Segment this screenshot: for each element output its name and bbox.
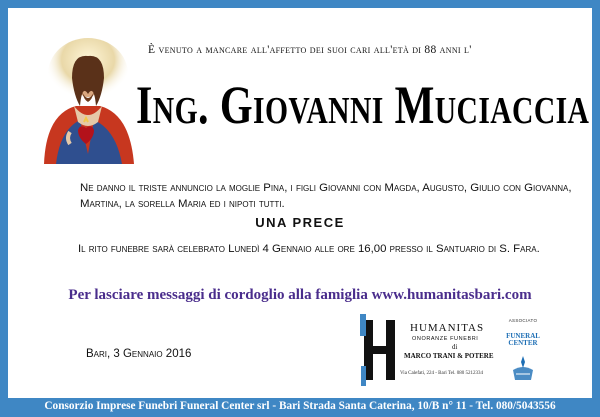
prayer-heading: UNA PRECE: [255, 215, 345, 230]
footer-text: Consorzio Imprese Funebri Funeral Center srl - Bari Strada Santa Caterina, 10/B n° 11 - Tel. 080/5043556: [44, 400, 556, 412]
funeral-home-tagline: ONORANZE FUNEBRI: [412, 336, 479, 342]
place-date: Bari, 3 Gennaio 2016: [86, 348, 192, 360]
condolence-message-link[interactable]: Per lasciare messaggi di cordoglio alla famiglia www.humanitasbari.com: [68, 287, 532, 303]
deceased-name: Ing. Giovanni Muciaccia: [136, 75, 590, 135]
funeral-home-owner: MARCO TRANI & POTERE: [404, 352, 494, 360]
association-title: [502, 333, 544, 347]
obituary-notice: [8, 8, 592, 398]
funeral-home-di: di: [452, 343, 458, 351]
intro-text: È venuto a mancare all'affetto dei suoi cari all'età di 88 anni l': [148, 44, 472, 56]
association-title-line1: FUNERAL: [506, 332, 540, 340]
service-text: Il rito funebre sarà celebrato Lunedì 4 Gennaio alle ore 16,00 presso il Santuario di S. Fara.: [78, 243, 540, 255]
funeral-home-address: Via Calefati, 224 - Bari Tel. 080 5212334: [400, 371, 483, 376]
association-title-line2: CENTER: [508, 339, 538, 347]
funeral-center-badge: [502, 318, 544, 384]
announcement-text: Ne danno il triste annuncio la moglie Pina, i figli Giovanni con Magda, Augusto, Giulio con Giovanna, Martina, la sorella Maria ed i nipoti tutti.: [80, 182, 572, 210]
association-label: ASSOCIATO: [508, 318, 538, 323]
humanitas-h-icon: [360, 314, 400, 386]
funeral-home-name: HUMANITAS: [410, 322, 485, 334]
sacred-heart-image: [36, 34, 140, 164]
sacred-heart-portrait: [36, 34, 140, 164]
funeral-center-emblem-icon: [510, 354, 536, 382]
humanitas-logo: [356, 314, 516, 390]
